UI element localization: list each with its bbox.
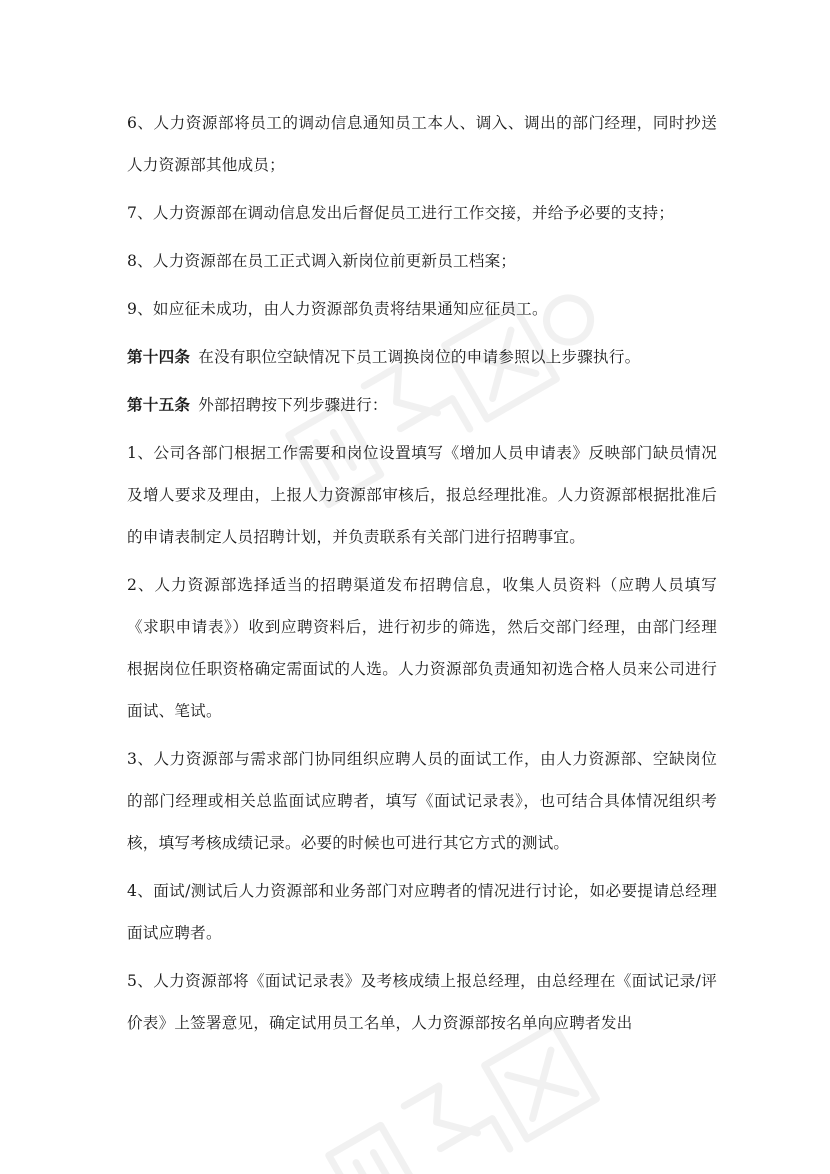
- paragraph-text: 8、人力资源部在员工正式调入新岗位前更新员工档案；: [127, 252, 517, 270]
- article-title: 第十四条: [127, 347, 191, 366]
- document-body: [127, 102, 717, 1050]
- article-text: 在没有职位空缺情况下员工调换岗位的申请参照以上步骤执行。: [198, 348, 641, 366]
- paragraph-text: 5、人力资源部将《面试记录表》及考核成绩上报总经理，由总经理在《面试记录/评价表》上签署意见，确定试用员工名单，人力资源部按名单向应聘者发出: [127, 972, 717, 1032]
- paragraph-text: 2、人力资源部选择适当的招聘渠道发布招聘信息，收集人员资料（应聘人员填写《求职申请表》）收到应聘资料后，进行初步的筛选，然后交部门经理，由部门经理根据岗位任职资格确定需面试的人选。人力资源部负责通知初选合格人员来公司进行面试、笔试。: [127, 576, 717, 720]
- paragraph-item-3: [127, 738, 717, 864]
- article-title: 第十五条: [127, 395, 191, 414]
- paragraph-item-1: [127, 432, 717, 558]
- paragraph-text: 9、如应征未成功，由人力资源部负责将结果通知应征员工。: [127, 300, 548, 318]
- paragraph-text: 7、人力资源部在调动信息发出后督促员工进行工作交接，并给予必要的支持；: [127, 204, 675, 222]
- article-text: 外部招聘按下列步骤进行：: [198, 396, 388, 414]
- paragraph-text: 6、人力资源部将员工的调动信息通知员工本人、调入、调出的部门经理，同时抄送人力资源部其他成员；: [127, 114, 717, 174]
- paragraph-item-7: [127, 192, 717, 234]
- paragraph-text: 1、公司各部门根据工作需要和岗位设置填写《增加人员申请表》反映部门缺员情况及增人要求及理由，上报人力资源部审核后，报总经理批准。人力资源部根据批准后的申请表制定人员招聘计划，并负责联系有关部门进行招聘事宜。: [127, 444, 717, 546]
- paragraph-item-4: [127, 870, 717, 954]
- paragraph-text: 4、面试/测试后人力资源部和业务部门对应聘者的情况进行讨论，如必要提请总经理面试应聘者。: [127, 882, 717, 942]
- paragraph-text: 3、人力资源部与需求部门协同组织应聘人员的面试工作，由人力资源部、空缺岗位的部门经理或相关总监面试应聘者，填写《面试记录表》，也可结合具体情况组织考核，填写考核成绩记录。必要的时候也可进行其它方式的测试。: [127, 750, 717, 852]
- article-14: [127, 336, 717, 378]
- paragraph-item-5: [127, 960, 717, 1044]
- paragraph-item-2: [127, 564, 717, 732]
- paragraph-item-8: [127, 240, 717, 282]
- paragraph-item-6: [127, 102, 717, 186]
- paragraph-item-9: [127, 288, 717, 330]
- article-15: [127, 384, 717, 426]
